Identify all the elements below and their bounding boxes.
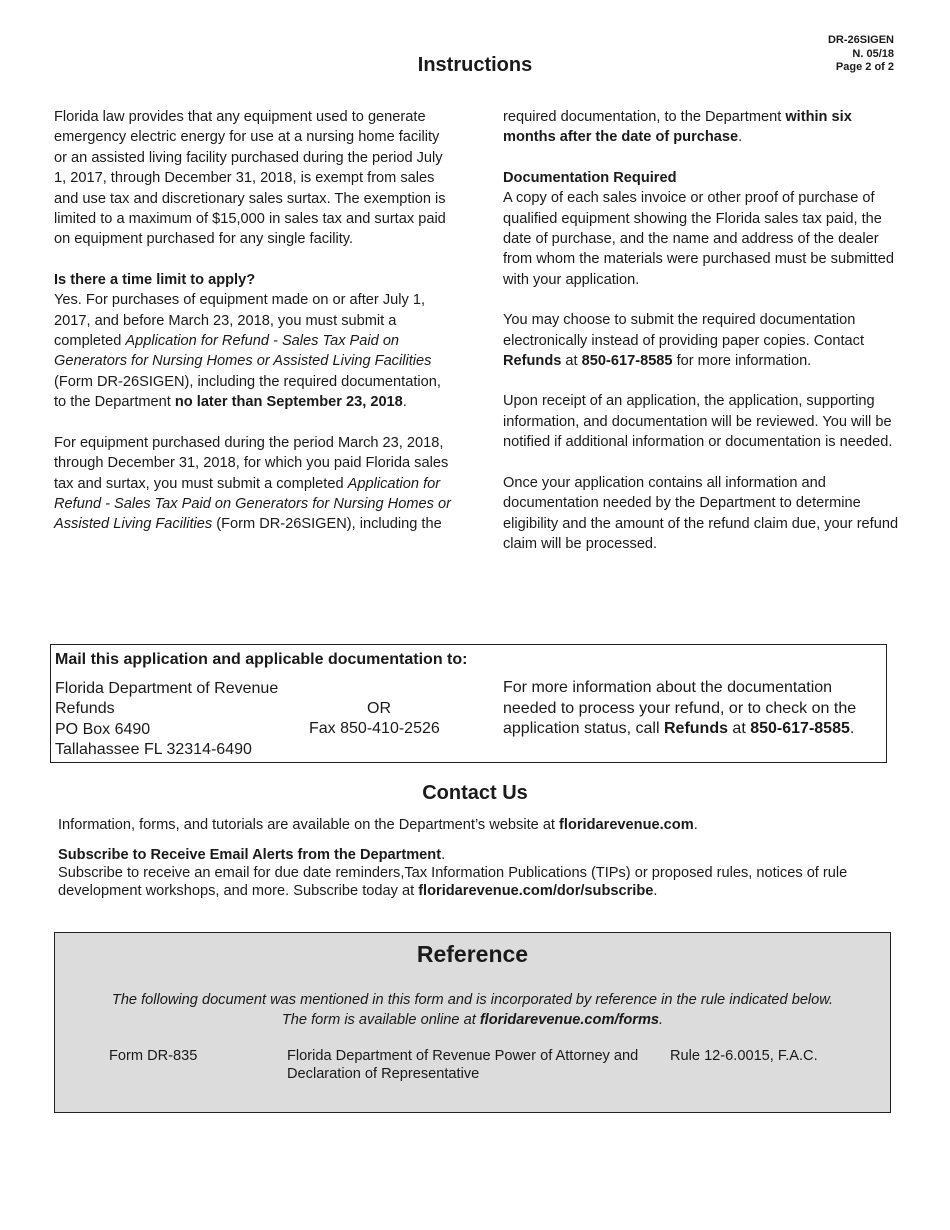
reference-title: Reference — [416, 941, 529, 967]
fax-number: Fax 850-410-2526 — [309, 720, 440, 738]
address-line: PO Box 6490 — [55, 720, 151, 738]
intro-paragraph: Florida law provides that any equipment used to generate emergency electric energy for use at a nursing home facility or an assisted living facility purchased during the period July 1, 2017, through December 31, 2018, is exempt from sales and use tax and discretionary sales surtax. The exemption is limited to a maximum of $15,000 in sales tax and surtax paid on equipment purchased for any single facility. — [54, 109, 446, 248]
time-limit-section: Is there a time limit to apply? Yes. For purchases of equipment made on or after July 1, 2017, and before March 23, 2018, you must submit a completed Application for Refund - Sales Tax Paid on Generators for Nursing Homes or Assisted Living Facilities (Form DR-26SIGEN), including the required documentation, to the Department no later than September 23, 2018. — [54, 270, 454, 413]
subscribe-text: Subscribe to receive an email for due date reminders,Tax Information Publications (TIPs) or proposed rules, notices of rule development workshops, and more. Subscribe today at — [58, 865, 848, 899]
address-line: Tallahassee FL 32314-6490 — [55, 741, 252, 759]
reference-intro: The following document was mentioned in this form and is incorporated by reference in the rule indicated below. The form is available online at floridarevenue.com/forms. — [111, 992, 834, 1028]
page-title: Instructions — [417, 54, 533, 76]
review-paragraph: Upon receipt of an application, the application, supporting information, and documentation will be reviewed. You will be notified if additional information or documentation is needed. — [503, 393, 893, 451]
address-line: Florida Department of Revenue — [55, 680, 279, 697]
page-number: Page 2 of 2 — [835, 61, 894, 73]
contact-body — [58, 816, 898, 912]
contact-title: Contact Us — [422, 782, 528, 804]
mailing-info-box — [50, 644, 887, 763]
reference-box — [54, 932, 891, 1113]
time-limit-heading: Is there a time limit to apply? — [54, 271, 256, 288]
address-line: Refunds — [55, 700, 115, 718]
second-period-text-a: For equipment purchased during the period March 23, 2018, through December 31, 2018, for which you paid Florida sales tax and surtax, you must submit a completed — [54, 434, 449, 492]
electronic-submission-paragraph: You may choose to submit the required documentation electronically instead of providing paper copies. Contact Refunds at 850-617-8585 for more information. — [503, 312, 864, 370]
time-limit-text-a: Yes. For purchases of equipment made on or after July 1, 2017, and before March 23, 2018, you must submit a completed — [54, 292, 425, 350]
forms-link[interactable]: floridarevenue.com/forms — [479, 1011, 660, 1028]
subscribe-paragraph: Subscribe to Receive Email Alerts from the Department. Subscribe to receive an email for due date reminders,Tax Information Publications (TIPs) or proposed rules, notices of rule development workshops, and more. Subscribe today at floridarevenue.com/dor/subscribe. — [58, 847, 848, 899]
or-label: OR — [367, 700, 391, 717]
processing-paragraph: Once your application contains all information and documentation needed by the Department to determine eligibility and the amount of the refund claim due, your refund claim will be processed. — [503, 474, 899, 552]
documentation-heading: Documentation Required — [503, 169, 677, 186]
subscribe-heading: Subscribe to Receive Email Alerts from the Department — [58, 847, 442, 863]
refunds-label: Refunds — [663, 720, 728, 738]
right-column — [503, 107, 903, 574]
refunds-phone: 850-617-8585 — [750, 720, 850, 738]
second-period-text-b: (Form DR-26SIGEN), including the — [212, 516, 442, 533]
left-column — [54, 107, 454, 555]
documentation-text: A copy of each sales invoice or other proof of purchase of qualified equipment showing the Florida sales tax paid, the date of purchase, and the name and address of the dealer from whom the materials were purchased must be submitted with your application. — [503, 190, 894, 288]
form-revision: N. 05/18 — [852, 47, 894, 60]
application-title: Application for Refund - Sales Tax Paid on Generators for Nursing Homes or Assisted Living Facilities — [54, 333, 432, 370]
subscribe-link[interactable]: floridarevenue.com/dor/subscribe — [418, 883, 654, 899]
reference-description: Florida Department of Revenue Power of Attorney and Declaration of Representative — [287, 1048, 639, 1082]
refund-info-text: For more information about the documentation needed to process your refund, or to check on the application status, call Refunds at 850-617-8585. — [503, 679, 857, 738]
documentation-section — [503, 168, 903, 290]
website-paragraph: Information, forms, and tutorials are available on the Department’s website at floridarevenue.com. — [58, 817, 698, 833]
mailing-address — [55, 679, 278, 761]
deadline-text: no later than September 23, 2018 — [174, 394, 403, 411]
refunds-label: Refunds — [503, 353, 562, 370]
second-period-paragraph — [54, 433, 454, 535]
six-month-deadline: within six months after the date of purchase — [503, 109, 852, 146]
continuation-paragraph: required documentation, to the Department within six months after the date of purchase. — [503, 109, 852, 146]
reference-form: Form DR-835 — [109, 1048, 198, 1064]
time-limit-text-b: (Form DR-26SIGEN), including the required documentation, to the Department — [54, 373, 441, 411]
reference-rule: Rule 12-6.0015, F.A.C. — [670, 1048, 818, 1064]
form-id: DR-26SIGEN — [827, 34, 894, 46]
mailing-title: Mail this application and applicable documentation to: — [55, 651, 468, 668]
refunds-phone: 850-617-8585 — [581, 353, 673, 370]
website-link[interactable]: floridarevenue.com — [559, 817, 694, 833]
fax-option — [309, 699, 449, 740]
application-title-2: Application for Refund - Sales Tax Paid on Generators for Nursing Homes or Assisted Living Facilities — [54, 475, 451, 533]
